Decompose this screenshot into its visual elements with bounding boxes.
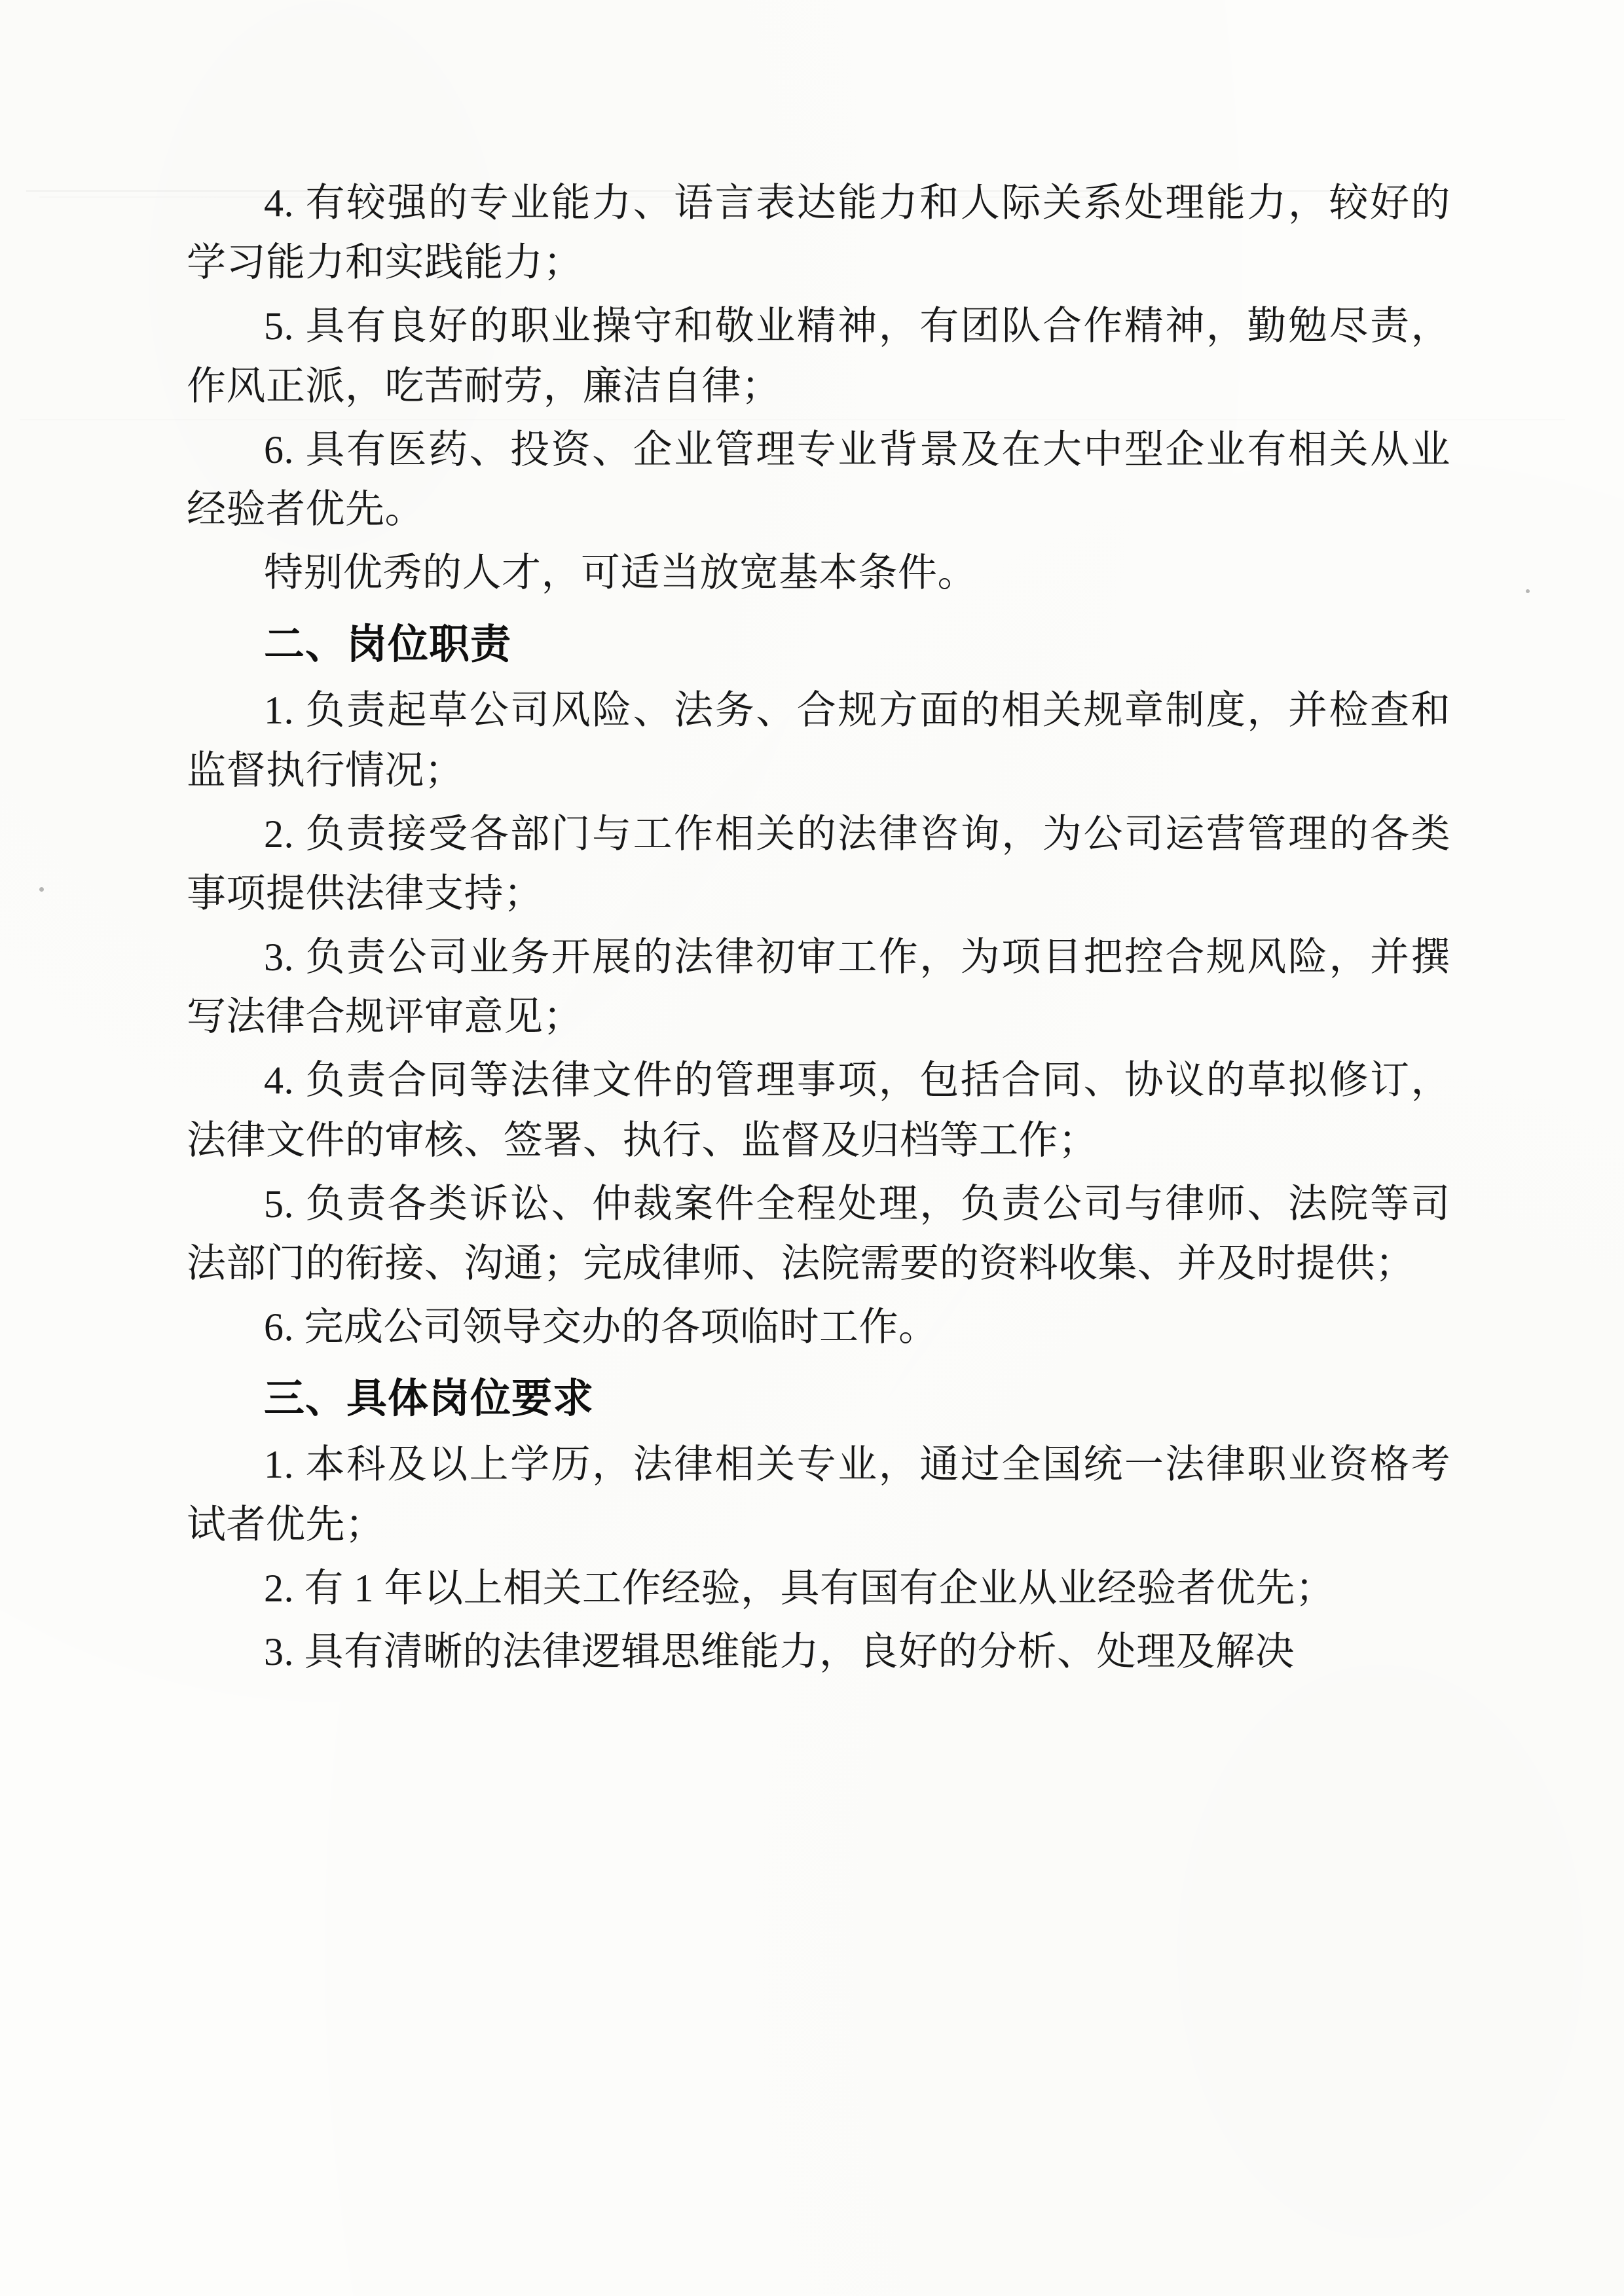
list-item: 1. 负责起草公司风险、法务、合规方面的相关规章制度，并检查和监督执行情况；: [187, 689, 1450, 792]
list-item: 5. 负责各类诉讼、仲裁案件全程处理，负责公司与律师、法院等司法部门的衔接、沟通；完成律师、法院需要的资料收集、并及时提供；: [187, 1182, 1450, 1285]
list-item: 6. 具有医药、投资、企业管理专业背景及在大中型企业有相关从业经验者优先。: [187, 428, 1450, 531]
section-heading-duties: 二、岗位职责: [264, 620, 512, 668]
list-item: 5. 具有良好的职业操守和敬业精神，有团队合作精神，勤勉尽责，作风正派，吃苦耐劳，廉洁自律；: [187, 304, 1450, 408]
list-item: 2. 负责接受各部门与工作相关的法律咨询，为公司运营管理的各类事项提供法律支持；: [187, 812, 1450, 915]
document-body: [187, 173, 1450, 1686]
list-item: 6. 完成公司领导交办的各项临时工作。: [264, 1305, 938, 1349]
scan-speck: [39, 887, 44, 892]
list-item: 4. 负责合同等法律文件的管理事项，包括合同、协议的草拟修订，法律文件的审核、签署、执行、监督及归档等工作；: [187, 1059, 1450, 1162]
list-item: 3. 具有清晰的法律逻辑思维能力，良好的分析、处理及解决: [264, 1630, 1295, 1673]
list-item: 4. 有较强的专业能力、语言表达能力和人际关系处理能力，较好的学习能力和实践能力；: [187, 181, 1450, 285]
list-item: 3. 负责公司业务开展的法律初审工作，为项目把控合规风险，并撰写法律合规评审意见；: [187, 936, 1450, 1039]
list-item: 1. 本科及以上学历，法律相关专业，通过全国统一法律职业资格考试者优先；: [187, 1443, 1450, 1546]
section-heading-requirements: 三、具体岗位要求: [264, 1374, 595, 1423]
note-paragraph: 特别优秀的人才，可适当放宽基本条件。: [264, 551, 977, 595]
scan-speck: [1526, 589, 1530, 593]
list-item: 2. 有 1 年以上相关工作经验，具有国有企业从业经验者优先；: [264, 1566, 1335, 1610]
